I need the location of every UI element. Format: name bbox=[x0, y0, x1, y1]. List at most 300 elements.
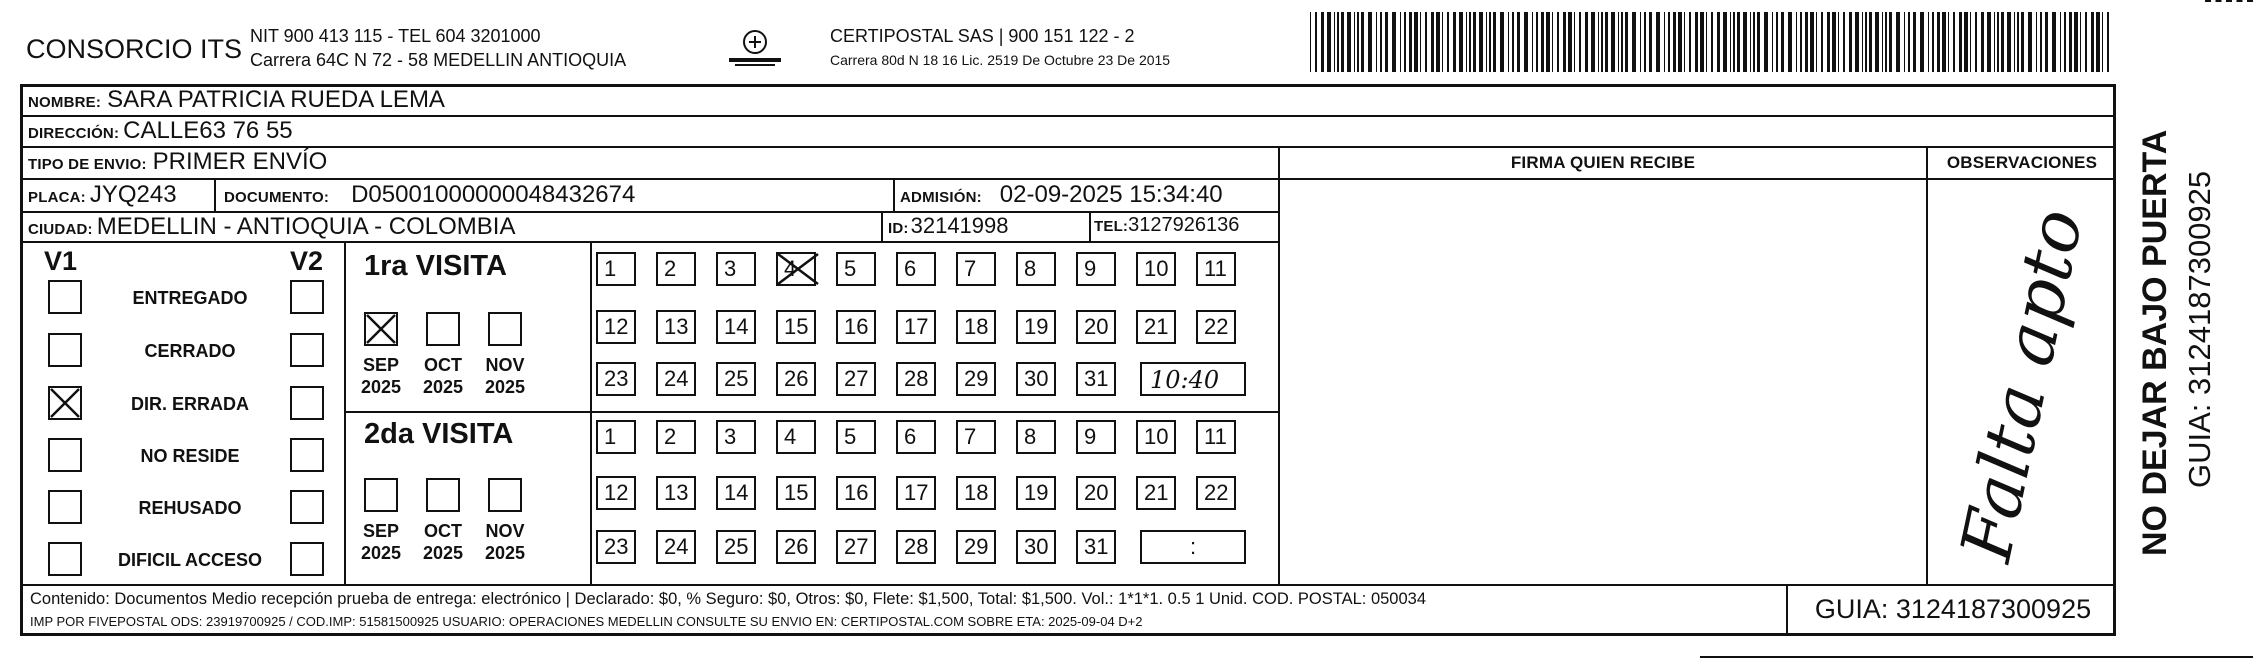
day-number: 13 bbox=[664, 480, 689, 505]
day-number: 8 bbox=[1024, 424, 1037, 449]
day-box[interactable] bbox=[1076, 362, 1116, 396]
barcode-bar bbox=[1512, 12, 1514, 72]
day-number: 28 bbox=[904, 534, 929, 559]
barcode-bar bbox=[1869, 12, 1872, 72]
month-year: 2025 bbox=[422, 377, 464, 397]
day-number: 24 bbox=[664, 534, 689, 559]
day-box[interactable] bbox=[776, 362, 816, 396]
barcode-bar bbox=[1975, 12, 1977, 72]
barcode-bar bbox=[1392, 12, 1396, 72]
day-box[interactable] bbox=[956, 310, 996, 344]
day-number: 5 bbox=[844, 256, 857, 281]
barcode-bar bbox=[1805, 12, 1808, 72]
day-box[interactable] bbox=[596, 476, 636, 510]
barcode-bar bbox=[2017, 12, 2019, 72]
day-number: 20 bbox=[1084, 480, 1109, 505]
day-number: 10 bbox=[1144, 424, 1169, 449]
day-number: 23 bbox=[604, 366, 629, 391]
day-box[interactable] bbox=[836, 362, 876, 396]
barcode-bar bbox=[1536, 12, 1538, 72]
day-box[interactable] bbox=[656, 310, 696, 344]
barcode-bar bbox=[1781, 12, 1784, 72]
barcode-bar bbox=[2069, 12, 2072, 72]
day-number: 18 bbox=[964, 480, 989, 505]
divider bbox=[20, 584, 2116, 586]
day-box[interactable] bbox=[656, 252, 696, 286]
barcode-bar bbox=[1723, 12, 1727, 72]
barcode-bar bbox=[1431, 12, 1434, 72]
v1-checkbox[interactable] bbox=[48, 280, 82, 314]
month-label: SEP bbox=[362, 521, 400, 541]
barcode-bar bbox=[1800, 12, 1802, 72]
day-box[interactable] bbox=[896, 252, 936, 286]
barcode-bar bbox=[1743, 12, 1747, 72]
barcode-bar bbox=[1673, 12, 1676, 72]
day-number: 9 bbox=[1084, 424, 1097, 449]
barcode-bar bbox=[1855, 12, 1859, 72]
tel-row bbox=[1094, 214, 1239, 237]
barcode-bar bbox=[1563, 12, 1566, 72]
barcode-bar bbox=[1862, 12, 1863, 72]
barcode-bar bbox=[1404, 12, 1406, 72]
tel-value: 3127926136 bbox=[1128, 214, 1240, 236]
day-box[interactable] bbox=[836, 420, 876, 454]
observacion-text: Falta apto bbox=[1944, 201, 2100, 569]
day-number: 4 bbox=[784, 256, 797, 281]
day-number: 15 bbox=[784, 314, 809, 339]
day-number: 29 bbox=[964, 366, 989, 391]
barcode-bar bbox=[1486, 12, 1487, 72]
day-box[interactable] bbox=[956, 362, 996, 396]
day-number: 3 bbox=[724, 424, 737, 449]
barcode-bar bbox=[1849, 12, 1852, 72]
barcode-bar bbox=[2040, 12, 2042, 72]
day-box[interactable] bbox=[956, 476, 996, 510]
barcode-bar bbox=[1733, 12, 1735, 72]
v2-checkbox[interactable] bbox=[290, 542, 324, 576]
ciudad-value: MEDELLIN - ANTIOQUIA - COLOMBIA bbox=[96, 213, 516, 240]
day-number: 28 bbox=[904, 366, 929, 391]
divider bbox=[881, 211, 883, 241]
v2-checkbox[interactable] bbox=[290, 490, 324, 524]
v2-checkbox[interactable] bbox=[290, 386, 324, 420]
day-number: 18 bbox=[964, 314, 989, 339]
day-box[interactable] bbox=[716, 476, 756, 510]
day-number: 31 bbox=[1084, 534, 1109, 559]
day-number: 21 bbox=[1144, 314, 1169, 339]
barcode-bar bbox=[1788, 12, 1792, 72]
carrier-info-line2: Carrera 80d N 18 16 Lic. 2519 De Octubre 23 De 2015 bbox=[830, 52, 1171, 68]
day-number: 2 bbox=[664, 256, 677, 281]
day-number: 27 bbox=[844, 366, 869, 391]
divider bbox=[1786, 584, 1788, 636]
v1-checkbox[interactable] bbox=[48, 542, 82, 576]
barcode-bar bbox=[1546, 12, 1550, 72]
side-guia: GUIA: 3124187300925 bbox=[2182, 170, 2217, 488]
barcode-bar bbox=[1695, 12, 1698, 72]
day-box[interactable] bbox=[1196, 310, 1236, 344]
day-box[interactable] bbox=[776, 420, 816, 454]
visit2-time-box[interactable] bbox=[1140, 530, 1246, 564]
barcode-bar bbox=[1500, 12, 1504, 72]
day-number: 12 bbox=[604, 314, 629, 339]
v2-checkbox[interactable] bbox=[290, 438, 324, 472]
day-box[interactable] bbox=[716, 310, 756, 344]
month-checkbox[interactable] bbox=[364, 478, 398, 512]
barcode-bar bbox=[1442, 12, 1443, 72]
visit1-time-handwritten: 10:40 bbox=[1150, 366, 1220, 394]
day-box[interactable] bbox=[896, 362, 936, 396]
barcode-bar bbox=[1757, 12, 1760, 72]
day-number: 11 bbox=[1204, 424, 1227, 449]
divider bbox=[1926, 178, 2116, 180]
barcode-bar bbox=[1706, 12, 1707, 72]
visit2-time-placeholder: : bbox=[1189, 534, 1197, 559]
day-number: 21 bbox=[1144, 480, 1169, 505]
direccion-label: DIRECCIÓN: bbox=[28, 125, 120, 142]
barcode-bar bbox=[2052, 12, 2056, 72]
day-box[interactable] bbox=[956, 420, 996, 454]
barcode-bar bbox=[1618, 12, 1619, 72]
barcode-bar bbox=[1321, 12, 1324, 72]
barcode-bar bbox=[1656, 12, 1660, 72]
month-checkbox[interactable] bbox=[426, 478, 460, 512]
divider bbox=[893, 178, 895, 211]
nombre-value: SARA PATRICIA RUEDA LEMA bbox=[107, 86, 445, 113]
day-box[interactable] bbox=[1076, 420, 1116, 454]
day-number: 1 bbox=[604, 424, 617, 449]
divider bbox=[1278, 146, 1280, 584]
day-number: 14 bbox=[724, 314, 749, 339]
day-box[interactable] bbox=[896, 420, 936, 454]
day-box[interactable] bbox=[716, 420, 756, 454]
barcode-bar bbox=[1466, 12, 1467, 72]
day-box[interactable] bbox=[1016, 310, 1056, 344]
barcode-bar bbox=[1489, 12, 1491, 72]
barcode-bar bbox=[1816, 12, 1817, 72]
day-number: 31 bbox=[1084, 366, 1109, 391]
reason-label: REHUSADO bbox=[138, 498, 242, 518]
barcode-bar bbox=[1447, 12, 1449, 72]
barcode-bar bbox=[1354, 12, 1355, 72]
reason-label: CERRADO bbox=[144, 341, 236, 361]
ciudad-label: CIUDAD: bbox=[28, 221, 93, 238]
barcode-bar bbox=[1605, 12, 1608, 72]
placa-label: PLACA: bbox=[28, 189, 86, 206]
day-box[interactable] bbox=[1136, 476, 1176, 510]
day-box[interactable] bbox=[1136, 310, 1176, 344]
barcode-icon bbox=[1310, 12, 2110, 72]
firma-header: FIRMA QUIEN RECIBE bbox=[1510, 153, 1696, 172]
barcode-bar bbox=[1517, 12, 1520, 72]
day-number: 25 bbox=[724, 534, 749, 559]
divider bbox=[20, 178, 2116, 180]
day-box[interactable] bbox=[1136, 420, 1176, 454]
barcode-bar bbox=[2096, 12, 2100, 72]
barcode-bar bbox=[1380, 12, 1382, 72]
day-box[interactable] bbox=[1136, 252, 1176, 286]
day-box[interactable] bbox=[656, 530, 696, 564]
side-title: NO DEJAR BAJO PUERTA bbox=[2136, 129, 2174, 556]
barcode-bar bbox=[2014, 12, 2015, 72]
barcode-bar bbox=[1730, 12, 1731, 72]
v1-checkbox[interactable] bbox=[48, 438, 82, 472]
id-label: ID: bbox=[888, 220, 909, 237]
barcode-bar bbox=[1579, 12, 1581, 72]
barcode-bar bbox=[1414, 12, 1418, 72]
barcode-bar bbox=[1913, 12, 1916, 72]
barcode-bar bbox=[1473, 12, 1476, 72]
barcode-bar bbox=[1664, 12, 1665, 72]
day-number: 27 bbox=[844, 534, 869, 559]
day-number: 17 bbox=[904, 314, 929, 339]
divider bbox=[214, 178, 216, 211]
barcode-bar bbox=[2045, 12, 2048, 72]
barcode-bar bbox=[1557, 12, 1559, 72]
day-number: 29 bbox=[964, 534, 989, 559]
barcode-bar bbox=[1776, 12, 1778, 72]
reason-label: DIFICIL ACCESO bbox=[117, 550, 262, 570]
admision-label: ADMISIÓN: bbox=[900, 189, 982, 206]
day-box[interactable] bbox=[656, 362, 696, 396]
barcode-bar bbox=[1821, 12, 1823, 72]
barcode-bar bbox=[1737, 12, 1740, 72]
reason-label: NO RESIDE bbox=[140, 446, 240, 466]
barcode-bar bbox=[1896, 12, 1900, 72]
day-box[interactable] bbox=[776, 252, 816, 286]
barcode-bar bbox=[1796, 12, 1797, 72]
day-number: 6 bbox=[904, 424, 917, 449]
barcode-bar bbox=[1334, 12, 1335, 72]
barcode-bar bbox=[1625, 12, 1628, 72]
day-box[interactable] bbox=[1196, 476, 1236, 510]
barcode-bar bbox=[1997, 12, 1999, 72]
day-box[interactable] bbox=[776, 476, 816, 510]
barcode-bar bbox=[2007, 12, 2011, 72]
day-number: 7 bbox=[964, 424, 977, 449]
v1-header: V1 bbox=[44, 246, 78, 276]
barcode-bar bbox=[1621, 12, 1623, 72]
barcode-bar bbox=[1885, 12, 1887, 72]
barcode-bar bbox=[1598, 12, 1599, 72]
day-number: 30 bbox=[1024, 534, 1049, 559]
day-number: 25 bbox=[724, 366, 749, 391]
month-year: 2025 bbox=[360, 543, 402, 563]
barcode-bar bbox=[1970, 12, 1971, 72]
day-box[interactable] bbox=[1016, 362, 1056, 396]
barcode-bar bbox=[1964, 12, 1968, 72]
barcode-bar bbox=[1357, 12, 1359, 72]
barcode-bar bbox=[1700, 12, 1704, 72]
barcode-bar bbox=[1552, 12, 1553, 72]
barcode-bar bbox=[1524, 12, 1528, 72]
month-year: 2025 bbox=[484, 377, 526, 397]
visit1-time-box[interactable] bbox=[1140, 362, 1246, 396]
side-panel bbox=[2116, 84, 2253, 636]
barcode-bar bbox=[1689, 12, 1691, 72]
day-box[interactable] bbox=[656, 476, 696, 510]
placa-row bbox=[28, 181, 177, 209]
observacion-handwritten bbox=[1928, 190, 2116, 580]
barcode-bar bbox=[1611, 12, 1615, 72]
day-box[interactable] bbox=[1016, 530, 1056, 564]
day-box[interactable] bbox=[896, 310, 936, 344]
v1-checkbox[interactable] bbox=[48, 333, 82, 367]
month-label: OCT bbox=[424, 521, 462, 541]
day-number: 12 bbox=[604, 480, 629, 505]
day-box[interactable] bbox=[776, 310, 816, 344]
day-box[interactable] bbox=[836, 252, 876, 286]
barcode-bar bbox=[1453, 12, 1456, 72]
day-box[interactable] bbox=[1196, 252, 1236, 286]
day-number: 13 bbox=[664, 314, 689, 339]
observaciones-header: OBSERVACIONES bbox=[1946, 153, 2098, 172]
barcode-bar bbox=[2036, 12, 2037, 72]
barcode-bar bbox=[1400, 12, 1401, 72]
day-box[interactable] bbox=[1076, 476, 1116, 510]
day-number: 26 bbox=[784, 366, 809, 391]
footer-line1: Contenido: Documentos Medio recepción prueba de entrega: electrónico | Declarado: $0, % Seguro: $0, Otros: $0, Flete: $1,500, Total: $1,500. Vol.: 1*1*1. 0.5 1 Unid. COD. POSTAL: 050034 bbox=[30, 590, 1427, 608]
barcode-bar bbox=[2001, 12, 2004, 72]
day-box[interactable] bbox=[776, 530, 816, 564]
documento-value: D05001000000048432674 bbox=[351, 181, 636, 208]
month-checkbox[interactable] bbox=[488, 312, 522, 346]
day-box[interactable] bbox=[596, 310, 636, 344]
day-number: 14 bbox=[724, 480, 749, 505]
month-checkbox[interactable] bbox=[364, 312, 398, 346]
barcode-bar bbox=[1568, 12, 1572, 72]
barcode-bar bbox=[1315, 12, 1317, 72]
barcode-bar bbox=[1994, 12, 1995, 72]
divider bbox=[590, 241, 592, 584]
day-number: 30 bbox=[1024, 366, 1049, 391]
v2-checkbox[interactable] bbox=[290, 280, 324, 314]
certipostal-logo bbox=[725, 28, 785, 70]
barcode-bar bbox=[1591, 12, 1595, 72]
barcode-bar bbox=[1843, 12, 1845, 72]
divider bbox=[20, 146, 2116, 148]
barcode-bar bbox=[1436, 12, 1440, 72]
month-year: 2025 bbox=[422, 543, 464, 563]
barcode-bar bbox=[1838, 12, 1839, 72]
barcode-bar bbox=[1987, 12, 1991, 72]
day-number: 7 bbox=[964, 256, 977, 281]
day-box[interactable] bbox=[956, 530, 996, 564]
barcode-bar bbox=[1937, 12, 1940, 72]
barcode-bar bbox=[1532, 12, 1533, 72]
day-box[interactable] bbox=[1196, 420, 1236, 454]
header bbox=[0, 0, 2253, 84]
day-number: 6 bbox=[904, 256, 917, 281]
day-box[interactable] bbox=[836, 530, 876, 564]
day-box[interactable] bbox=[1016, 476, 1056, 510]
day-box[interactable] bbox=[1016, 252, 1056, 286]
reason-label: DIR. ERRADA bbox=[130, 394, 249, 414]
day-box[interactable] bbox=[716, 252, 756, 286]
day-number: 16 bbox=[844, 480, 869, 505]
barcode-bar bbox=[1469, 12, 1471, 72]
barcode-bar bbox=[1361, 12, 1364, 72]
month-label: NOV bbox=[485, 355, 525, 375]
day-number: 17 bbox=[904, 480, 929, 505]
tipo-envio-value: PRIMER ENVÍO bbox=[152, 148, 328, 175]
day-box[interactable] bbox=[896, 530, 936, 564]
barcode-bar bbox=[1827, 12, 1830, 72]
barcode-bar bbox=[2091, 12, 2094, 72]
v1-checkbox[interactable] bbox=[48, 386, 82, 420]
day-number: 15 bbox=[784, 480, 809, 505]
barcode-bar bbox=[1981, 12, 1984, 72]
v1-checkbox[interactable] bbox=[48, 490, 82, 524]
company-name: CONSORCIO ITS bbox=[26, 34, 243, 64]
barcode-bar bbox=[1959, 12, 1962, 72]
barcode-bar bbox=[1310, 12, 1311, 72]
day-box[interactable] bbox=[596, 252, 636, 286]
direccion-row bbox=[28, 117, 293, 145]
barcode-bar bbox=[1668, 12, 1670, 72]
day-box[interactable] bbox=[1076, 252, 1116, 286]
month-label: NOV bbox=[485, 521, 525, 541]
day-box[interactable] bbox=[1076, 310, 1116, 344]
barcode-bar bbox=[1368, 12, 1372, 72]
month-checkbox[interactable] bbox=[426, 312, 460, 346]
nombre-row bbox=[28, 86, 445, 114]
visit2-title: 2da VISITA bbox=[364, 418, 514, 450]
visit1-title: 1ra VISITA bbox=[364, 250, 507, 282]
day-box[interactable] bbox=[656, 420, 696, 454]
day-box[interactable] bbox=[716, 530, 756, 564]
day-number: 3 bbox=[724, 256, 737, 281]
barcode-bar bbox=[1889, 12, 1892, 72]
barcode-bar bbox=[1772, 12, 1773, 72]
barcode-bar bbox=[1920, 12, 1924, 72]
month-year: 2025 bbox=[360, 377, 402, 397]
nombre-label: NOMBRE: bbox=[28, 94, 102, 111]
v2-checkbox[interactable] bbox=[290, 333, 324, 367]
day-box[interactable] bbox=[1076, 530, 1116, 564]
day-box[interactable] bbox=[596, 420, 636, 454]
barcode-bar bbox=[2064, 12, 2066, 72]
barcode-bar bbox=[1493, 12, 1496, 72]
barcode-bar bbox=[1875, 12, 1879, 72]
tipo-envio-row bbox=[28, 148, 327, 176]
day-box[interactable] bbox=[836, 310, 876, 344]
day-box[interactable] bbox=[1016, 420, 1056, 454]
month-checkbox[interactable] bbox=[488, 478, 522, 512]
barcode-bar bbox=[1764, 12, 1768, 72]
barcode-bar bbox=[2107, 12, 2109, 72]
barcode-bar bbox=[2074, 12, 2078, 72]
barcode-bar bbox=[2060, 12, 2061, 72]
barcode-bar bbox=[1684, 12, 1685, 72]
barcode-bar bbox=[2028, 12, 2032, 72]
day-number: 19 bbox=[1024, 314, 1049, 339]
day-box[interactable] bbox=[596, 362, 636, 396]
barcode-bar bbox=[1479, 12, 1483, 72]
day-box[interactable] bbox=[596, 530, 636, 564]
day-box[interactable] bbox=[956, 252, 996, 286]
tipo-envio-label: TIPO DE ENVIO: bbox=[28, 156, 147, 173]
day-box[interactable] bbox=[896, 476, 936, 510]
barcode-bar bbox=[1341, 12, 1344, 72]
ciudad-row bbox=[28, 213, 515, 241]
day-box[interactable] bbox=[716, 362, 756, 396]
barcode-bar bbox=[1347, 12, 1351, 72]
barcode-bar bbox=[1904, 12, 1905, 72]
day-box[interactable] bbox=[836, 476, 876, 510]
barcode-bar bbox=[1459, 12, 1463, 72]
day-number: 1 bbox=[604, 256, 617, 281]
